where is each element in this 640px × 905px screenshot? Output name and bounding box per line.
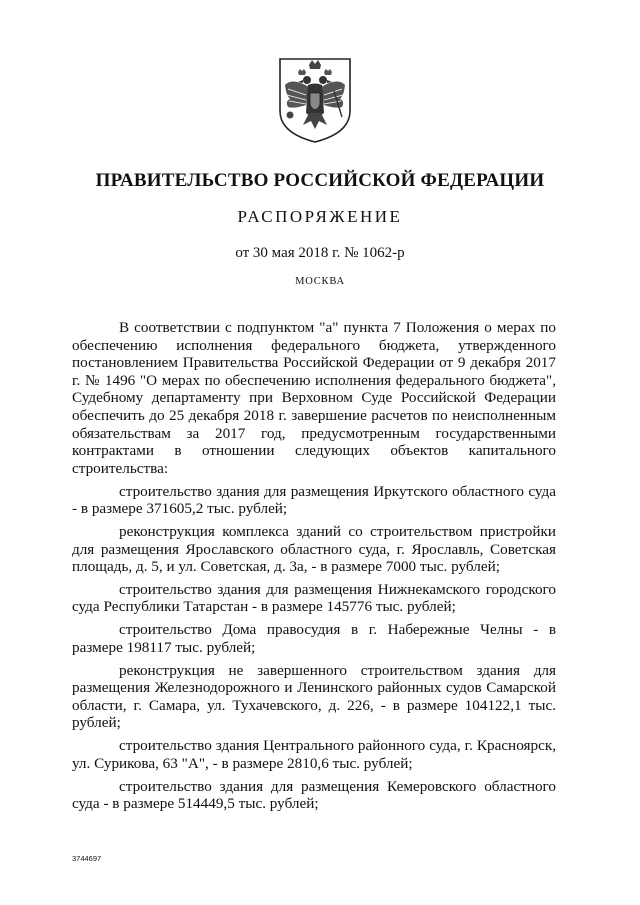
body-paragraph: реконструкция не завершенного строительством здания для размещения Железнодорожного и Ленинского районных судов Самарской области, г. Самара, ул. Тухачевского, д. 226, - в размере 104122,1 тыс. рублей; [72, 661, 556, 732]
document-type: РАСПОРЯЖЕНИЕ [237, 207, 403, 226]
russian-coat-of-arms-icon [276, 55, 354, 145]
body-paragraph: строительство здания для размещения Кемеровского областного суда - в размере 514449,5 тыс. рублей; [72, 777, 556, 813]
body-paragraph: строительство здания для размещения Нижнекамского городского суда Республики Татарстан - в размере 145776 тыс. рублей; [72, 580, 556, 616]
body-paragraph: В соответствии с подпунктом "а" пункта 7 Положения о мерах по обеспечению исполнения федерального бюджета, утвержденного постановлением Правительства Российской Федерации от 9 декабря 2017 г. № 1496 "О мерах по обеспечению исполнения федерального бюджета", Судебному департаменту при Верховном Суде Российской Федерации обеспечить до 25 декабря 2018 г. завершение расчетов по неисполненным обязательствам за 2017 год, предусмотренным государственными контрактами в отношении следующих объектов капитального строительства: [72, 319, 556, 477]
document-date-number: от 30 мая 2018 г. № 1062-р [235, 245, 405, 261]
government-name: ПРАВИТЕЛЬСТВО РОССИЙСКОЙ ФЕДЕРАЦИИ [95, 170, 545, 191]
document-code: 3744697 [72, 854, 102, 863]
document-body [72, 319, 556, 818]
body-paragraph: строительство здания Центрального районного суда, г. Красноярск, ул. Сурикова, 63 "А", - в размере 2810,6 тыс. рублей; [72, 737, 556, 772]
body-paragraph: строительство здания для размещения Иркутского областного суда - в размере 371605,2 тыс. рублей; [72, 482, 556, 518]
body-paragraph: строительство Дома правосудия в г. Набережные Челны - в размере 198117 тыс. рублей; [72, 621, 556, 656]
body-paragraph: реконструкция комплекса зданий со строительством пристройки для размещения Ярославского областного суда, г. Ярославль, Советская площадь, д. 5, и ул. Советская, д. 3а, - в размере 7000 тыс. рублей; [72, 522, 556, 576]
document-city: МОСКВА [295, 276, 345, 287]
